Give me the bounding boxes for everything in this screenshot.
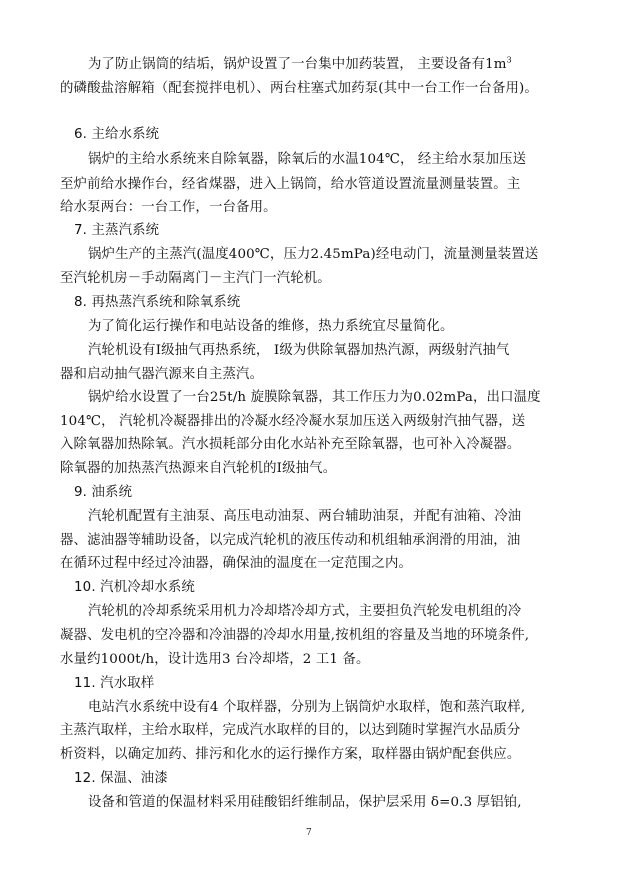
paragraph-line: 104℃， 汽轮机冷凝器排出的冷凝水经冷凝水泵加压送入两级射汽抽气器，送 — [60, 414, 526, 429]
paragraph-line: 汽轮机的冷却系统采用机力冷却塔冷却方式，主要担负汽轮发电机组的冷 — [88, 604, 522, 619]
section-heading-7: 7. 主蒸汽系统 — [74, 223, 160, 238]
paragraph-line: 除氧器的加热蒸汽热源来自汽轮机的Ⅰ级抽气。 — [60, 461, 337, 476]
section-heading-9: 9. 油系统 — [74, 485, 133, 500]
paragraph-line: 锅炉给水设置了一台25t/h 旋膜除氧器，其工作压力为0.02mPa，出口温度 — [88, 390, 541, 405]
paragraph-line: 锅炉生产的主蒸汽(温度400℃，压力2.45mPa)经电动门，流量测量装置送 — [88, 247, 539, 262]
section-heading-10: 10. 汽机冷却水系统 — [74, 580, 195, 595]
paragraph-line: 为了简化运行操作和电站设备的维修，热力系统宜尽量简化。 — [88, 319, 454, 334]
paragraph-line: 器、滤油器等辅助设备，以完成汽轮机的液压传动和机组轴承润滑的用油，油 — [60, 533, 521, 548]
paragraph-line: 汽轮机配置有主油泵、高压电动油泵、两台辅助油泵，并配有油箱、冷油 — [88, 509, 522, 524]
paragraph-line: 凝器、发电机的空冷器和冷油器的冷却水用量,按机组的容量及当地的环境条件, — [60, 628, 530, 643]
paragraph-line: 给水泵两台：一台工作，一台备用。 — [60, 200, 277, 215]
paragraph-line: 汽轮机设有Ⅰ级抽气再热系统， Ⅰ级为供除氧器加热汽源，两级射汽抽气 — [88, 343, 510, 358]
section-heading-6: 6. 主给水系统 — [74, 127, 160, 142]
paragraph-line: 的磷酸盐溶解箱（配套搅拌电机）、两台柱塞式加药泵(其中一台工作一台备用)。 — [60, 81, 538, 96]
page-number: 7 — [306, 828, 312, 838]
paragraph-line: 在循环过程中经过冷油器，确保油的温度在一定范围之内。 — [60, 556, 413, 571]
superscript-cubed: 3 — [506, 55, 512, 65]
paragraph-line: 电站汽水系统中设有4 个取样器，分别为上锅筒炉水取样，饱和蒸汽取样, — [88, 700, 526, 715]
paragraph-line: 水量约1000t/h，设计选用3 台冷却塔，2 工1 备。 — [60, 652, 370, 667]
paragraph-line: 器和启动抽气器汽源来自主蒸汽。 — [60, 367, 264, 382]
paragraph-line: 至炉前给水操作台，经省煤器，进入上锅筒，给水管道设置流量测量装置。主 — [60, 177, 521, 192]
paragraph-line: 析资料，以确定加药、排污和化水的运行操作方案，取样器由锅炉配套供应。 — [60, 747, 521, 762]
section-heading-8: 8. 再热蒸汽系统和除氧系统 — [74, 295, 241, 310]
paragraph-line: 为了防止锅筒的结垢，锅炉设置了一台集中加药装置， 主要设备有$1m^3$ — [88, 55, 512, 72]
paragraph-line: 至汽轮机房－手动隔离门－主汽门一汽轮机。 — [60, 271, 331, 286]
paragraph-line: 入除氧器加热除氧。汽水损耗部分由化水站补充至除氧器，也可补入冷凝器。 — [60, 437, 521, 452]
paragraph-line: 锅炉的主给水系统来自除氧器，除氧后的水温104℃， 经主给水泵加压送 — [88, 152, 527, 167]
section-heading-12: 12. 保温、油漆 — [74, 771, 168, 786]
section-heading-11: 11. 汽水取样 — [74, 676, 155, 691]
paragraph-line: 设备和管道的保温材料采用硅酸铝纤维制品，保护层采用 δ=0.3 厚铝铂, — [88, 795, 522, 810]
paragraph-line: 主蒸汽取样，主给水取样，完成汽水取样的目的，以达到随时掌握汽水品质分 — [60, 723, 521, 738]
